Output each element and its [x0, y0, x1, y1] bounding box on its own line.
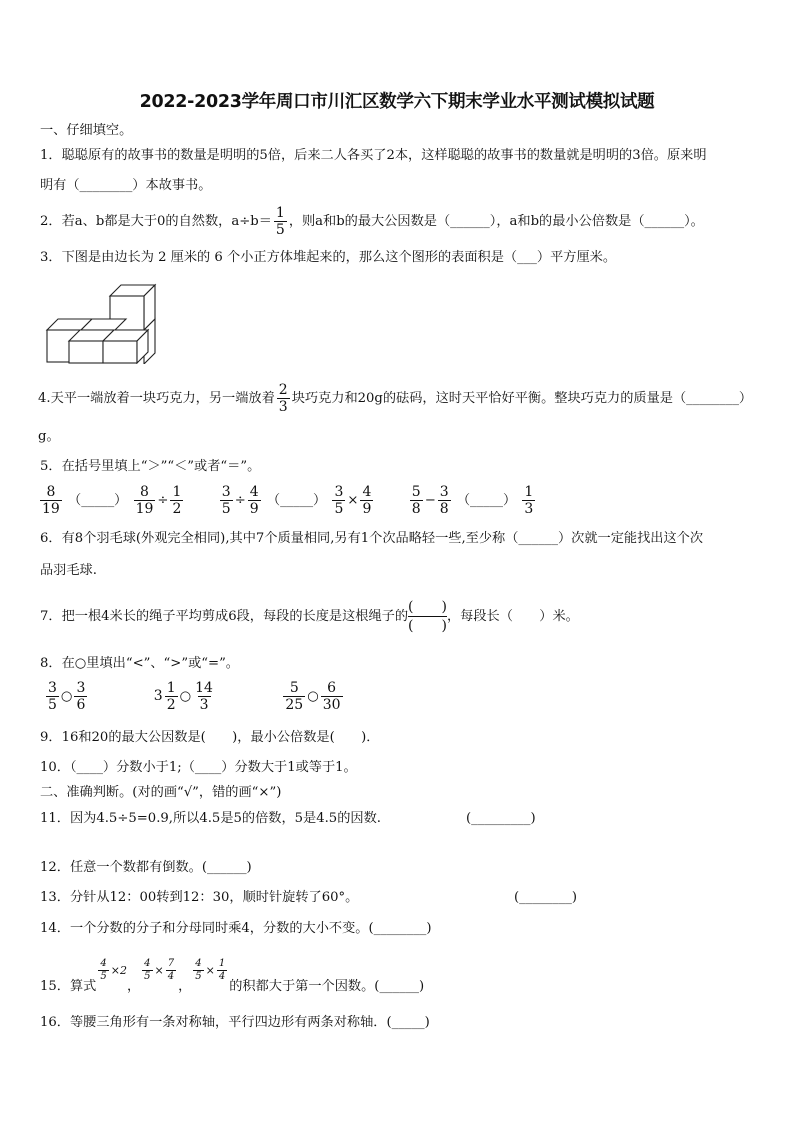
question-6-cont: 品羽毛球.: [40, 563, 97, 578]
cube-figure: [44, 282, 159, 364]
answer-blank[interactable]: (________): [514, 890, 578, 905]
question-14: 14．一个分数的分子和分母同时乘4，分数的大小不变。(________): [40, 921, 432, 936]
question-16: 16．等腰三角形有一条对称轴，平行四边形有两条对称轴．(_____): [40, 1015, 430, 1030]
question-1-cont: 明有（________）本故事书。: [40, 178, 212, 193]
question-15: 15．算式 $\frac{4}{5}$ ×2， $\frac{4}{5}$ × $\frac{7}{4}$ ， $\frac{4}{5}$ × $\frac{1}{4}$ 的积都大于第一个因数。(______): [40, 958, 425, 994]
fraction: $\frac{2}{3}$: [278, 382, 288, 415]
question-6: 6．有8个羽毛球(外观完全相同),其中7个质量相同,另有1个次品略轻一些,至少称（______）次就一定能找出这个次: [40, 531, 704, 546]
page-title: 2022-2023学年周口市川汇区数学六下期末学业水平测试模拟试题: [139, 92, 655, 112]
question-9: 9．16和20的最大公因数是( )，最小公倍数是( )．: [40, 730, 380, 745]
question-5-items: $\frac{8}{19}$ （_____） $\frac{8}{19}$ ÷ $\frac{1}{2}$ $\frac{3}{5}$ ÷ $\frac{4}{9}$ （_____） $\frac{3}{5}$ × $\frac{4}{9}$ $\frac{5}{8}$ − $\frac{3}{8}$ （_____） $\frac{1}{3}$: [42, 484, 534, 517]
question-8-items: $\frac{3}{5}$ ○ $\frac{3}{6}$ 3 $\frac{1}{2}$ ○ $\frac{14}{3}$ $\frac{5}{25}$ ○ $\frac{6}{30}$: [48, 680, 341, 713]
question-2: 2．若a、b都是大于0的自然数，a÷b＝ $\frac{1}{5}$ ，则a和b的最大公因数是（______），a和b的最小公倍数是（______）。: [40, 205, 704, 238]
question-4: 4.天平一端放着一块巧克力，另一端放着 $\frac{2}{3}$ 块巧克力和20g的砝码，这时天平恰好平衡。整块巧克力的质量是（________）: [38, 382, 753, 415]
section-heading-judge: 二、准确判断。(对的画“√”，错的画“×”): [40, 785, 282, 800]
answer-blank[interactable]: (_________): [466, 811, 536, 826]
section-heading-fill: 一、仔细填空。: [40, 123, 133, 138]
question-3: 3．下图是由边长为 2 厘米的 6 个小正方体堆起来的，那么这个图形的表面积是（___）平方厘米。: [40, 250, 617, 265]
fraction: $\frac{1}{5}$: [275, 205, 285, 238]
question-10: 10．（____）分数小于1;（____）分数大于1或等于1。: [40, 760, 357, 775]
question-13: 13．分针从12：00转到12：30，顺时针旋转了60°。: [40, 890, 359, 905]
question-11: 11．因为4.5÷5=0.9,所以4.5是5的倍数，5是4.5的因数.: [40, 811, 381, 826]
question-8: 8．在○里填出“<”、“>”或“=”。: [40, 656, 239, 671]
question-4-cont: g。: [38, 429, 60, 444]
question-1: 1．聪聪原有的故事书的数量是明明的5倍，后来二人各买了2本，这样聪聪的故事书的数量就是明明的3倍。原来明: [40, 148, 707, 163]
question-5: 5．在括号里填上“＞”“＜”或者“＝”。: [40, 459, 261, 474]
question-7: 7．把一根4米长的绳子平均剪成6段，每段的长度是这根绳子的 ( ) ( ) ，每段长（ ）米。: [40, 599, 579, 634]
question-12: 12．任意一个数都有倒数。(______): [40, 860, 252, 875]
